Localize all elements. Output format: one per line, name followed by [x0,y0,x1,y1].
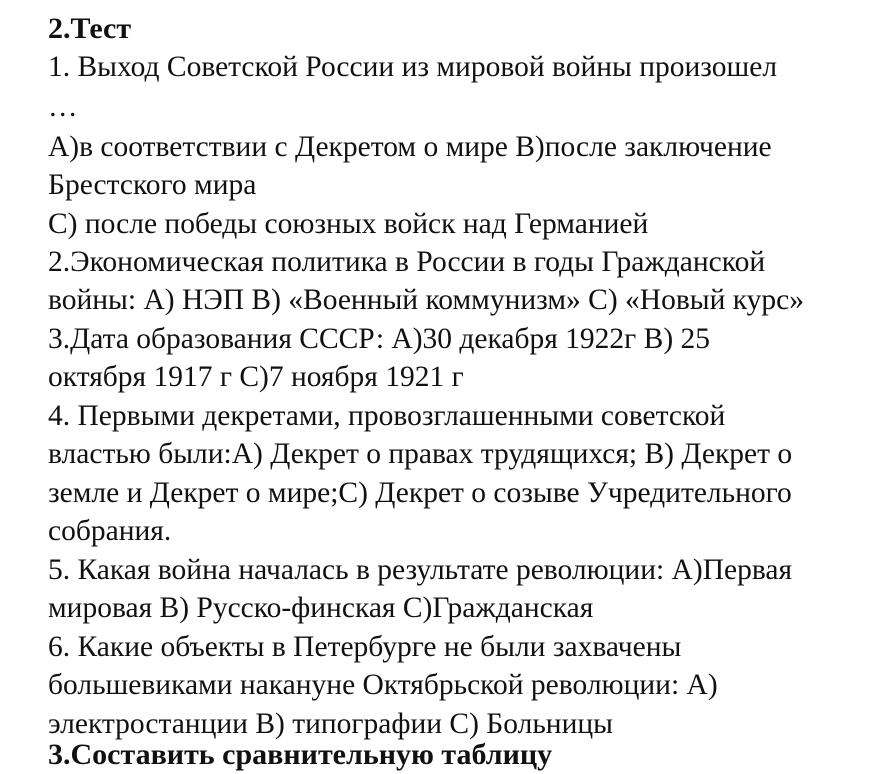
question-4-line-2: властью были:А) Декрет о правах трудящихся; В) Декрет о [48,438,793,470]
question-1-ellipsis: … [48,91,78,123]
question-6-line-2: большевиками накануне Октябрьской революции: А) [48,669,718,701]
question-4-line-1: 4. Первыми декретами, провозглашенными советской [48,400,726,432]
question-1-option-line-2: Брестского мира [48,169,257,201]
question-2-line-1: 2.Экономическая политика в России в годы Гражданской [48,246,766,278]
question-4-line-4: собрания. [48,515,172,547]
question-1-line-1: 1. Выход Советской России из мировой войны произошел [48,51,778,83]
cutoff-heading: 3.Составить сравнительную таблицу [48,738,553,771]
question-1-option-line-3: С) после победы союзных войск над Германией [48,208,649,240]
question-6-line-3: электростанции В) типографии С) Больницы [48,708,613,740]
question-5-line-2: мировая В) Русско-финская С)Гражданская [48,592,594,624]
question-4-line-3: земле и Декрет о мире;С) Декрет о созыве Учредительного [48,477,792,509]
question-3-line-1: 3.Дата образования СССР: А)30 декабря 1922г В) 25 [48,323,711,355]
question-5-line-1: 5. Какая война началась в результате революции: А)Первая [48,554,793,586]
question-2-line-2: войны: А) НЭП В) «Военный коммунизм» С) «Новый курс» [48,284,805,316]
section-heading: 2.Тест [48,12,132,45]
question-3-line-2: октября 1917 г С)7 ноября 1921 г [48,361,464,393]
question-1-option-line-1: А)в соответствии с Декретом о мире В)после заключение [48,131,772,163]
question-6-line-1: 6. Какие объекты в Петербурге не были захвачены [48,631,682,663]
